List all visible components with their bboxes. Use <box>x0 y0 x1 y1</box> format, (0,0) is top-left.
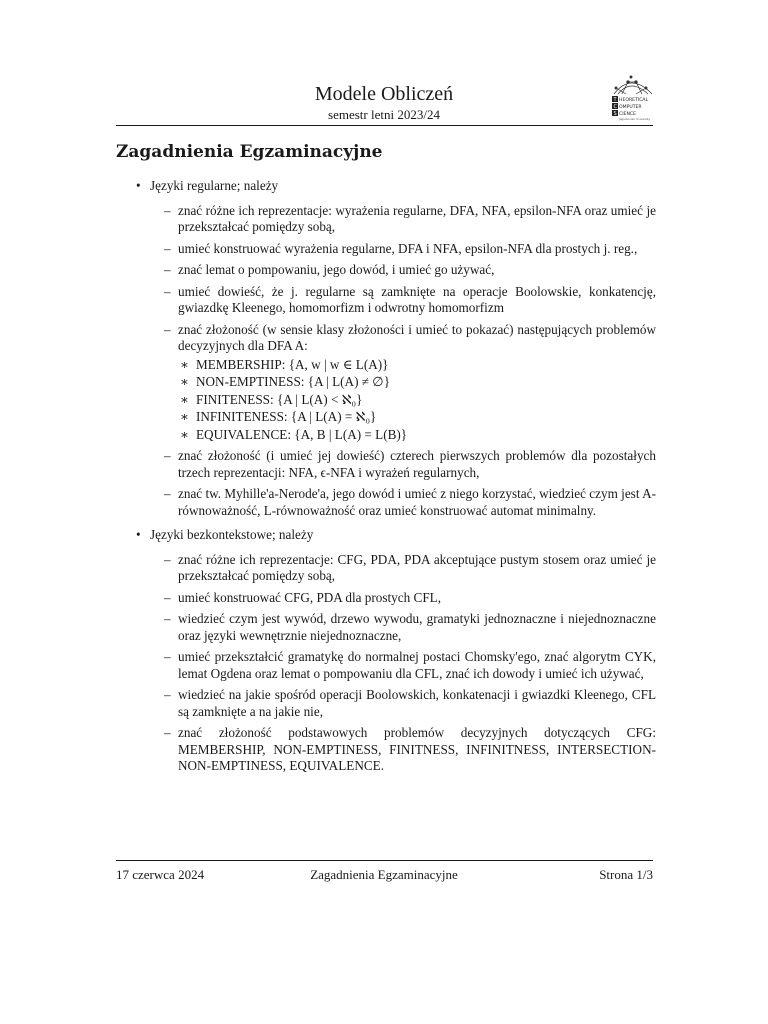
logo-word-2: OMPUTER <box>619 105 642 110</box>
list-item: – umieć przekształcić gramatykę do normalnej postaci Chomsky'ego, znać algorytm CYK, lemat Ogdena oraz lemat o pompowaniu dla CFL, znać ich dowody i umieć ich używać, <box>164 649 656 681</box>
subtopic-list <box>150 552 656 775</box>
logo-word-1: HEORETICAL <box>619 98 649 103</box>
tcs-logo <box>606 74 656 122</box>
list-item: – umieć konstruować CFG, PDA dla prostych CFL, <box>164 589 442 605</box>
main-content <box>116 178 656 783</box>
dash-icon: – <box>164 551 171 567</box>
dash-icon: – <box>164 589 171 605</box>
dash-icon: – <box>164 725 171 740</box>
topic-context-free-languages <box>116 527 656 775</box>
asterisk-icon: ∗ <box>180 374 189 389</box>
topic-label: Języki regularne; należy <box>150 178 279 193</box>
dash-icon: – <box>164 649 171 664</box>
logo-word-3: CIENCE <box>619 112 637 117</box>
list-item: – wiedzieć na jakie spośród operacji Boolowskich, konkatenacji i gwiazdki Kleenego, CFL są zamknięte a na jakie nie, <box>164 687 656 719</box>
list-item: – znać złożoność (i umieć jej dowieść) czterech pierwszych problemów dla pozostałych trzech reprezentacji: NFA, ϵ-NFA i wyrażeń regularnych, <box>164 448 656 480</box>
problem-item: ∗ EQUIVALENCE: {A, B | L(A) = L(B)} <box>180 426 408 442</box>
svg-text:S: S <box>613 111 617 117</box>
list-item: – znać złożoność podstawowych problemów decyzyjnych dotyczących CFG: MEMBERSHIP, NON-EMPTINESS, FINITNESS, INFINITNESS, INTERSECTION-NON-EMPTINESS, EQUIVALENCE. <box>164 725 656 773</box>
topic-label: Języki bezkontekstowe; należy <box>150 527 314 542</box>
course-title: Modele Obliczeń <box>314 83 454 105</box>
svg-text:C: C <box>613 104 617 110</box>
problem-item: ∗ NON-EMPTINESS: {A | L(A) ≠ ∅} <box>180 374 391 389</box>
list-item: – umieć dowieść, że j. regularne są zamknięte na operacje Boolowskie, konkatencję, gwiazdkę Kleenego, homomorfizm i odwrotny homomorfizm <box>164 283 656 315</box>
dash-icon: – <box>164 262 171 277</box>
list-item: – znać różne ich reprezentacje: CFG, PDA, PDA akceptujące pustym stosem oraz umieć je przekształcać pomiędzy sobą, <box>164 551 656 583</box>
subtopic-list <box>150 203 656 520</box>
problem-item: ∗ FINITENESS: {A | L(A) < ℵ₀} <box>180 391 363 407</box>
dash-icon: – <box>164 687 171 702</box>
dash-icon: – <box>164 611 171 626</box>
list-item: – znać złożoność (w sensie klasy złożoności i umieć to pokazać) następujących problemów decyzyjnych dla DFA A: ∗ MEMBERSHIP: {A, w | w ∈ L(A)} ∗ NON-EMPTINESS: {A | L(A) ≠ ∅} ∗ FINITENESS: {A | L(A) < ℵ₀} ∗ INFINITENESS: {A | L(A) = ℵ₀} ∗ EQUIVALENCE: {A, B | L(A) = L(B)} <box>164 321 656 442</box>
asterisk-icon: ∗ <box>180 391 189 407</box>
dash-icon: – <box>164 240 171 256</box>
bullet-icon: • <box>136 178 141 193</box>
svg-text:T: T <box>613 97 617 103</box>
asterisk-icon: ∗ <box>180 356 189 372</box>
dash-icon: – <box>164 448 171 463</box>
header-rule <box>116 125 653 126</box>
footer-title: Zagadnienia Egzaminacyjne <box>310 867 458 882</box>
footer-page-number: Strona 1/3 <box>599 867 653 882</box>
bullet-icon: • <box>136 527 141 542</box>
footer-rule <box>116 860 653 861</box>
dash-icon: – <box>164 321 171 337</box>
topic-regular-languages <box>116 178 656 519</box>
footer-date: 17 czerwca 2024 <box>116 867 205 882</box>
topic-list <box>116 178 656 775</box>
asterisk-icon: ∗ <box>180 426 189 442</box>
dash-icon: – <box>164 486 171 501</box>
problem-list <box>178 357 656 444</box>
list-item: – znać lemat o pompowaniu, jego dowód, i umieć go używać, <box>164 262 495 277</box>
section-title: Zagadnienia Egzaminacyjne <box>116 142 383 162</box>
logo-caption: Jagiellonian University <box>619 117 651 121</box>
list-item: – znać różne ich reprezentacje: wyrażenia regularne, DFA, NFA, epsilon-NFA oraz umieć je przekształcać pomiędzy sobą, <box>164 202 656 234</box>
list-item: – wiedzieć czym jest wywód, drzewo wywodu, gramatyki jednoznaczne i niejednoznaczne oraz języki wewnętrznie niejednoznaczne, <box>164 611 656 643</box>
list-item: – znać tw. Myhille'a-Nerode'a, jego dowód i umieć z niego korzystać, wiedzieć czym jest A-równoważność, L-równoważność oraz umieć konstruować automat minimalny. <box>164 486 656 518</box>
problem-item: ∗ MEMBERSHIP: {A, w | w ∈ L(A)} <box>180 356 389 372</box>
list-item: – umieć konstruować wyrażenia regularne, DFA i NFA, epsilon-NFA dla prostych j. reg., <box>164 240 638 256</box>
semester-subtitle: semestr letni 2023/24 <box>328 107 440 122</box>
problem-item: ∗ INFINITENESS: {A | L(A) = ℵ₀} <box>180 409 377 424</box>
dash-icon: – <box>164 202 171 218</box>
asterisk-icon: ∗ <box>180 409 189 424</box>
dash-icon: – <box>164 283 171 299</box>
